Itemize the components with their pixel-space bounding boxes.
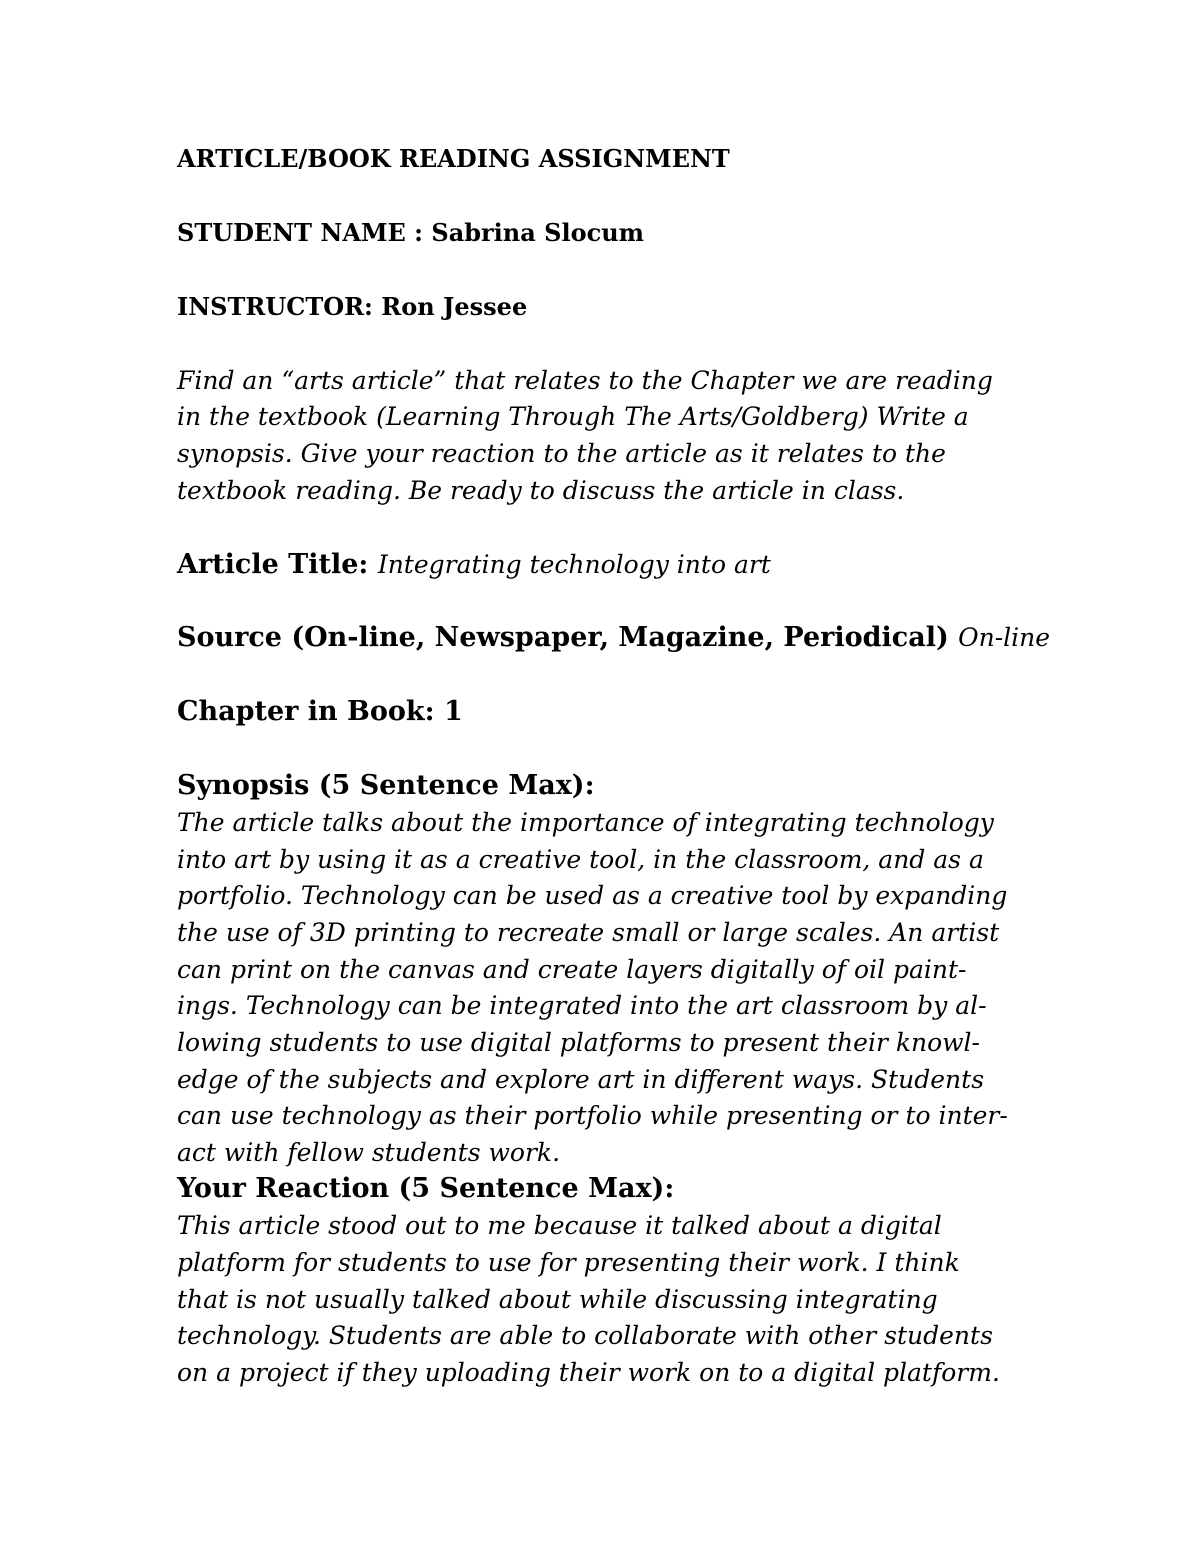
document-page (177, 0, 1057, 1553)
source-value: On-line (958, 623, 1051, 652)
reaction-line: This article stood out to me because it talked about a digital (177, 1211, 942, 1240)
synopsis-line: can print on the canvas and create layers digitally of oil paint- (177, 955, 967, 984)
instructor-label: INSTRUCTOR: (177, 292, 382, 321)
reaction-line: technology. Students are able to collaborate with other students (177, 1321, 993, 1350)
reaction-label: Your Reaction (5 Sentence Max): (177, 1173, 675, 1204)
student-name-value: Sabrina Slocum (431, 218, 645, 247)
chapter-label: Chapter in Book: 1 (177, 696, 463, 727)
student-name-row (177, 218, 645, 247)
source-label: Source (On-line, Newspaper, Magazine, Periodical) (177, 622, 959, 653)
reaction-line: platform for students to use for presenting their work. I think (177, 1248, 960, 1277)
instructions-line: Find an “arts article” that relates to the Chapter we are reading (177, 366, 993, 395)
instructor-row (177, 292, 528, 321)
instructions-line: in the textbook (Learning Through The Arts/Goldberg) Write a (177, 402, 969, 431)
article-title-label: Article Title: (177, 549, 378, 580)
student-name-label: STUDENT NAME : (177, 218, 432, 247)
reaction-line: on a project if they uploading their work on to a digital platform. (177, 1358, 1000, 1387)
synopsis-line: edge of the subjects and explore art in different ways. Students (177, 1065, 985, 1094)
synopsis-line: into art by using it as a creative tool, in the classroom, and as a (177, 845, 984, 874)
synopsis-line: can use technology as their portfolio while presenting or to inter- (177, 1101, 1008, 1130)
reaction-line: that is not usually talked about while discussing integrating (177, 1285, 938, 1314)
article-title-row (177, 551, 771, 578)
instructor-value: Ron Jessee (381, 292, 528, 321)
instructions-line: textbook reading. Be ready to discuss the article in class. (177, 476, 905, 505)
synopsis-line: lowing students to use digital platforms to present their knowl- (177, 1028, 980, 1057)
synopsis-line: the use of 3D printing to recreate small or large scales. An artist (177, 918, 1000, 947)
synopsis-line: ings. Technology can be integrated into the art classroom by al- (177, 991, 987, 1020)
synopsis-line: portfolio. Technology can be used as a creative tool by expanding (177, 881, 1008, 910)
source-row (177, 624, 1050, 651)
synopsis-line: act with fellow students work. (177, 1138, 561, 1167)
article-title-value: Integrating technology into art (377, 550, 771, 579)
instructions-line: synopsis. Give your reaction to the article as it relates to the (177, 439, 946, 468)
synopsis-label: Synopsis (5 Sentence Max): (177, 770, 595, 801)
document-title: ARTICLE/BOOK READING ASSIGNMENT (177, 144, 730, 173)
synopsis-line: The article talks about the importance of integrating technology (177, 808, 994, 837)
